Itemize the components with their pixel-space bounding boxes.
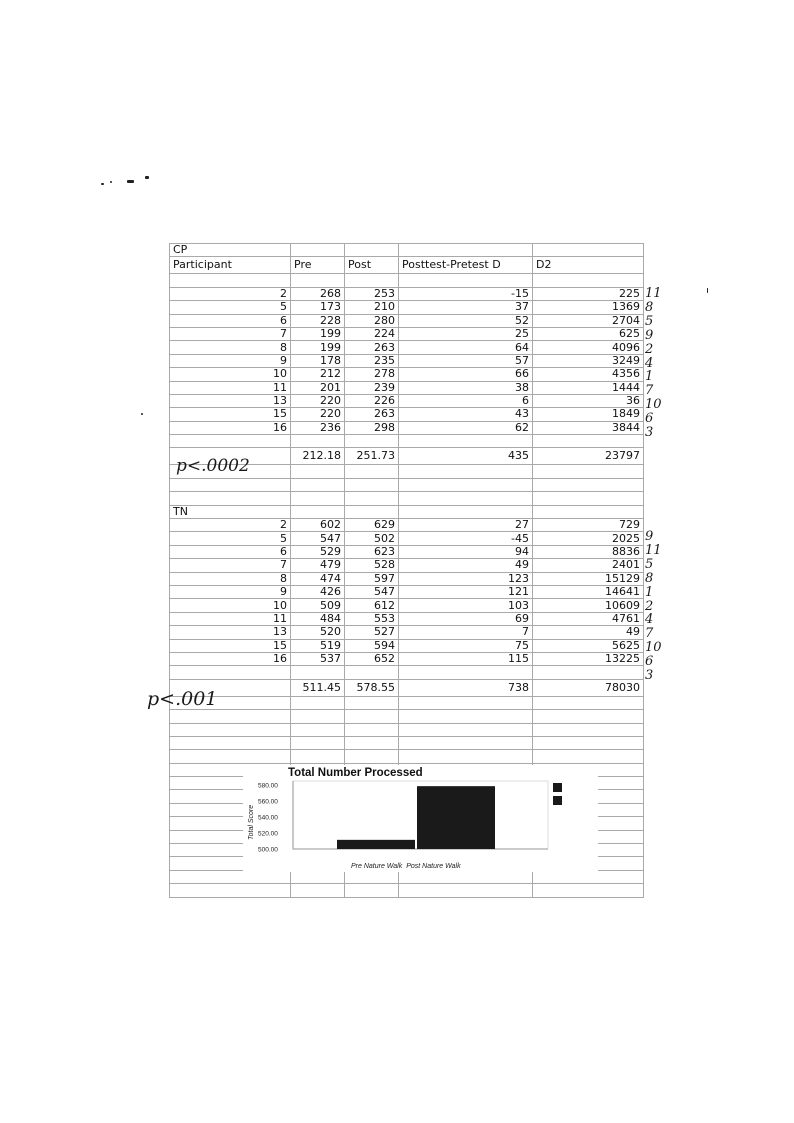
col-header-pre: Pre bbox=[291, 257, 345, 274]
tn-rank-mark: 4 bbox=[645, 612, 654, 628]
tn-row bbox=[170, 559, 644, 572]
scan-speck bbox=[707, 288, 708, 293]
tn-pre-score: 520 bbox=[291, 626, 345, 639]
tn-pre-score: 519 bbox=[291, 639, 345, 652]
cp-row bbox=[170, 301, 644, 314]
tn-difference-squared: 14641 bbox=[533, 585, 644, 598]
tn-post-score: 629 bbox=[345, 519, 399, 532]
cp-participant-id: 5 bbox=[170, 301, 291, 314]
empty-row bbox=[170, 710, 644, 723]
cp-difference-squared: 1444 bbox=[533, 381, 644, 394]
tn-post-score: 528 bbox=[345, 559, 399, 572]
cp-rank-mark: 1 bbox=[645, 369, 654, 385]
cp-post-score: 226 bbox=[345, 394, 399, 407]
tn-post-score: 553 bbox=[345, 612, 399, 625]
cp-difference-squared: 3249 bbox=[533, 354, 644, 367]
tn-post-score: 594 bbox=[345, 639, 399, 652]
tn-summary-row bbox=[170, 679, 644, 696]
cp-rank-mark: 7 bbox=[645, 383, 654, 399]
tn-difference: 115 bbox=[399, 652, 533, 665]
cp-row bbox=[170, 368, 644, 381]
y-tick-label: 500.00 bbox=[258, 846, 278, 854]
cp-difference-squared: 36 bbox=[533, 394, 644, 407]
cp-participant-id: 16 bbox=[170, 421, 291, 434]
cp-post-score: 235 bbox=[345, 354, 399, 367]
cp-rank-mark: 6 bbox=[645, 411, 654, 427]
empty-row bbox=[170, 723, 644, 736]
cp-d2-sum: 23797 bbox=[533, 448, 644, 465]
cp-row bbox=[170, 421, 644, 434]
cp-participant-id: 13 bbox=[170, 394, 291, 407]
tn-d2-sum: 78030 bbox=[533, 679, 644, 696]
legend-swatch bbox=[553, 783, 562, 792]
cp-post-score: 263 bbox=[345, 408, 399, 421]
cp-post-score: 210 bbox=[345, 301, 399, 314]
tn-rank-mark: 8 bbox=[645, 570, 654, 586]
tn-post-score: 652 bbox=[345, 652, 399, 665]
cp-row bbox=[170, 381, 644, 394]
cp-pre-score: 178 bbox=[291, 354, 345, 367]
tn-row bbox=[170, 612, 644, 625]
spacer-row bbox=[170, 478, 644, 491]
tn-difference: -45 bbox=[399, 532, 533, 545]
cp-row bbox=[170, 287, 644, 300]
empty-row bbox=[170, 870, 644, 883]
tn-rank-mark: 2 bbox=[645, 598, 654, 614]
cp-rank-mark: 2 bbox=[645, 341, 654, 357]
tn-participant-id: 8 bbox=[170, 572, 291, 585]
cp-pre-score: 199 bbox=[291, 327, 345, 340]
x-category-label: Post Nature Walk bbox=[406, 863, 461, 870]
tn-difference: 103 bbox=[399, 599, 533, 612]
tn-p-value-note: p<.001 bbox=[147, 688, 218, 710]
tn-difference: 123 bbox=[399, 572, 533, 585]
tn-row bbox=[170, 519, 644, 532]
cp-row bbox=[170, 408, 644, 421]
cp-rank-mark: 8 bbox=[645, 299, 654, 315]
tn-pre-score: 479 bbox=[291, 559, 345, 572]
tn-d-sum: 738 bbox=[399, 679, 533, 696]
cp-participant-id: 10 bbox=[170, 368, 291, 381]
tn-post-score: 547 bbox=[345, 585, 399, 598]
cp-difference-squared: 2704 bbox=[533, 314, 644, 327]
col-header-d2: D2 bbox=[533, 257, 644, 274]
empty-row bbox=[170, 696, 644, 709]
cp-difference-squared: 4356 bbox=[533, 368, 644, 381]
cp-difference: 52 bbox=[399, 314, 533, 327]
cp-difference: 66 bbox=[399, 368, 533, 381]
cp-pre-mean: 212.18 bbox=[291, 448, 345, 465]
scan-speck bbox=[110, 181, 112, 183]
chart-y-axis-label: Total Score bbox=[248, 804, 255, 840]
tn-rank-mark: 10 bbox=[645, 640, 662, 656]
cp-participant-id: 6 bbox=[170, 314, 291, 327]
cp-rank-mark: 9 bbox=[645, 327, 654, 343]
tn-rank-mark: 9 bbox=[645, 529, 654, 544]
tn-pre-score: 484 bbox=[291, 612, 345, 625]
cp-pre-score: 220 bbox=[291, 394, 345, 407]
cp-post-score: 239 bbox=[345, 381, 399, 394]
tn-post-score: 527 bbox=[345, 626, 399, 639]
chart-bars bbox=[337, 786, 495, 849]
col-header-participant: Participant bbox=[170, 257, 291, 274]
tn-participant-id: 11 bbox=[170, 612, 291, 625]
tn-participant-id: 9 bbox=[170, 585, 291, 598]
empty-row bbox=[170, 750, 644, 763]
tn-rank-mark: 1 bbox=[645, 584, 654, 600]
scan-speck bbox=[127, 180, 134, 183]
chart-legend bbox=[553, 783, 562, 805]
cp-pre-score: 236 bbox=[291, 421, 345, 434]
scan-speck bbox=[145, 176, 149, 179]
tn-participant-id: 7 bbox=[170, 559, 291, 572]
cp-rank-mark: 10 bbox=[645, 397, 662, 413]
cp-rank-mark: 4 bbox=[645, 355, 654, 371]
tn-pre-score: 426 bbox=[291, 585, 345, 598]
cp-row bbox=[170, 327, 644, 340]
tn-rank-mark: 3 bbox=[645, 668, 654, 683]
cp-post-score: 278 bbox=[345, 368, 399, 381]
cp-rows bbox=[170, 287, 644, 434]
spacer-row bbox=[170, 666, 644, 679]
cp-difference-squared: 625 bbox=[533, 327, 644, 340]
cp-difference: -15 bbox=[399, 287, 533, 300]
cp-participant-id: 2 bbox=[170, 287, 291, 300]
cp-d-sum: 435 bbox=[399, 448, 533, 465]
cp-pre-score: 201 bbox=[291, 381, 345, 394]
tn-difference-squared: 2025 bbox=[533, 532, 644, 545]
cp-participant-id: 7 bbox=[170, 327, 291, 340]
tn-difference: 121 bbox=[399, 585, 533, 598]
tn-participant-id: 2 bbox=[170, 519, 291, 532]
tn-rank-mark: 7 bbox=[645, 626, 654, 642]
tn-difference-squared: 5625 bbox=[533, 639, 644, 652]
x-axis-category-labels bbox=[351, 863, 461, 870]
cp-pre-score: 228 bbox=[291, 314, 345, 327]
tn-participant-id: 10 bbox=[170, 599, 291, 612]
tn-pre-score: 474 bbox=[291, 572, 345, 585]
cp-p-value-note: p<.0002 bbox=[176, 456, 250, 476]
spacer-row bbox=[170, 492, 644, 505]
cp-pre-score: 268 bbox=[291, 287, 345, 300]
cp-row bbox=[170, 341, 644, 354]
tn-row bbox=[170, 599, 644, 612]
spacer-row bbox=[170, 435, 644, 448]
cp-difference: 62 bbox=[399, 421, 533, 434]
tn-pre-score: 547 bbox=[291, 532, 345, 545]
tn-difference-squared: 10609 bbox=[533, 599, 644, 612]
cp-difference-squared: 1369 bbox=[533, 301, 644, 314]
tn-participant-id: 16 bbox=[170, 652, 291, 665]
bar-pre-nature-walk bbox=[337, 840, 415, 849]
group-label-row bbox=[170, 244, 644, 257]
tn-post-score: 612 bbox=[345, 599, 399, 612]
cp-pre-score: 199 bbox=[291, 341, 345, 354]
cp-difference: 38 bbox=[399, 381, 533, 394]
cp-pre-score: 220 bbox=[291, 408, 345, 421]
tn-pre-score: 509 bbox=[291, 599, 345, 612]
tn-row bbox=[170, 626, 644, 639]
legend-swatch bbox=[553, 796, 562, 805]
cp-participant-id: 8 bbox=[170, 341, 291, 354]
tn-post-score: 597 bbox=[345, 572, 399, 585]
cp-post-score: 224 bbox=[345, 327, 399, 340]
cp-row bbox=[170, 354, 644, 367]
cp-difference: 6 bbox=[399, 394, 533, 407]
tn-difference-squared: 49 bbox=[533, 626, 644, 639]
group-label-row bbox=[170, 505, 644, 518]
cp-difference: 25 bbox=[399, 327, 533, 340]
tn-row bbox=[170, 532, 644, 545]
tn-row bbox=[170, 545, 644, 558]
tn-participant-id: 13 bbox=[170, 626, 291, 639]
y-tick-label: 520.00 bbox=[258, 830, 278, 838]
tn-pre-mean: 511.45 bbox=[291, 679, 345, 696]
cp-difference-squared: 1849 bbox=[533, 408, 644, 421]
tn-difference: 94 bbox=[399, 545, 533, 558]
tn-participant-id: 5 bbox=[170, 532, 291, 545]
y-tick-label: 560.00 bbox=[258, 798, 278, 806]
tn-rows bbox=[170, 519, 644, 666]
tn-difference-squared: 4761 bbox=[533, 612, 644, 625]
cp-difference: 43 bbox=[399, 408, 533, 421]
tn-row bbox=[170, 585, 644, 598]
spacer-row bbox=[170, 274, 644, 287]
empty-row bbox=[170, 884, 644, 897]
cp-difference: 57 bbox=[399, 354, 533, 367]
tn-participant-id: 6 bbox=[170, 545, 291, 558]
group-label-cp: CP bbox=[170, 244, 291, 257]
cp-post-score: 298 bbox=[345, 421, 399, 434]
tn-post-mean: 578.55 bbox=[345, 679, 399, 696]
total-processed-chart bbox=[243, 765, 598, 872]
tn-pre-score: 537 bbox=[291, 652, 345, 665]
cp-rank-mark: 5 bbox=[645, 313, 654, 329]
cp-pre-score: 212 bbox=[291, 368, 345, 381]
cp-participant-id: 9 bbox=[170, 354, 291, 367]
scan-speck bbox=[141, 413, 143, 415]
tn-row bbox=[170, 652, 644, 665]
tn-row bbox=[170, 639, 644, 652]
cp-post-score: 253 bbox=[345, 287, 399, 300]
tn-post-score: 502 bbox=[345, 532, 399, 545]
tn-difference: 75 bbox=[399, 639, 533, 652]
bar-post-nature-walk bbox=[417, 786, 495, 849]
tn-rank-mark: 11 bbox=[645, 542, 662, 558]
cp-pre-score: 173 bbox=[291, 301, 345, 314]
group-label-tn: TN bbox=[170, 505, 291, 518]
cp-difference-squared: 4096 bbox=[533, 341, 644, 354]
tn-post-score: 623 bbox=[345, 545, 399, 558]
y-tick-label: 540.00 bbox=[258, 814, 278, 822]
y-tick-label: 580.00 bbox=[258, 782, 278, 790]
tn-difference: 49 bbox=[399, 559, 533, 572]
tn-participant-id: 15 bbox=[170, 639, 291, 652]
tn-difference-squared: 8836 bbox=[533, 545, 644, 558]
cp-difference-squared: 3844 bbox=[533, 421, 644, 434]
cp-participant-id: 15 bbox=[170, 408, 291, 421]
cp-post-mean: 251.73 bbox=[345, 448, 399, 465]
tn-rank-mark: 6 bbox=[645, 654, 654, 670]
chart-title: Total Number Processed bbox=[288, 767, 423, 779]
tn-row bbox=[170, 572, 644, 585]
col-header-post: Post bbox=[345, 257, 399, 274]
cp-row bbox=[170, 314, 644, 327]
cp-difference: 37 bbox=[399, 301, 533, 314]
x-category-label: Pre Nature Walk bbox=[351, 863, 403, 870]
col-header-difference: Posttest-Pretest D bbox=[399, 257, 533, 274]
scan-speck bbox=[101, 183, 104, 185]
cp-difference-squared: 225 bbox=[533, 287, 644, 300]
tn-difference-squared: 13225 bbox=[533, 652, 644, 665]
cp-post-score: 263 bbox=[345, 341, 399, 354]
tn-pre-score: 529 bbox=[291, 545, 345, 558]
tn-difference: 7 bbox=[399, 626, 533, 639]
cp-row bbox=[170, 394, 644, 407]
cp-rank-mark: 11 bbox=[645, 286, 662, 301]
cp-difference: 64 bbox=[399, 341, 533, 354]
tn-difference-squared: 729 bbox=[533, 519, 644, 532]
tn-difference: 27 bbox=[399, 519, 533, 532]
tn-rank-mark: 5 bbox=[645, 556, 654, 572]
tn-difference: 69 bbox=[399, 612, 533, 625]
tn-difference-squared: 15129 bbox=[533, 572, 644, 585]
header-row bbox=[170, 257, 644, 274]
tn-difference-squared: 2401 bbox=[533, 559, 644, 572]
empty-row bbox=[170, 736, 644, 749]
cp-rank-mark: 3 bbox=[645, 425, 654, 440]
cp-post-score: 280 bbox=[345, 314, 399, 327]
tn-pre-score: 602 bbox=[291, 519, 345, 532]
cp-participant-id: 11 bbox=[170, 381, 291, 394]
